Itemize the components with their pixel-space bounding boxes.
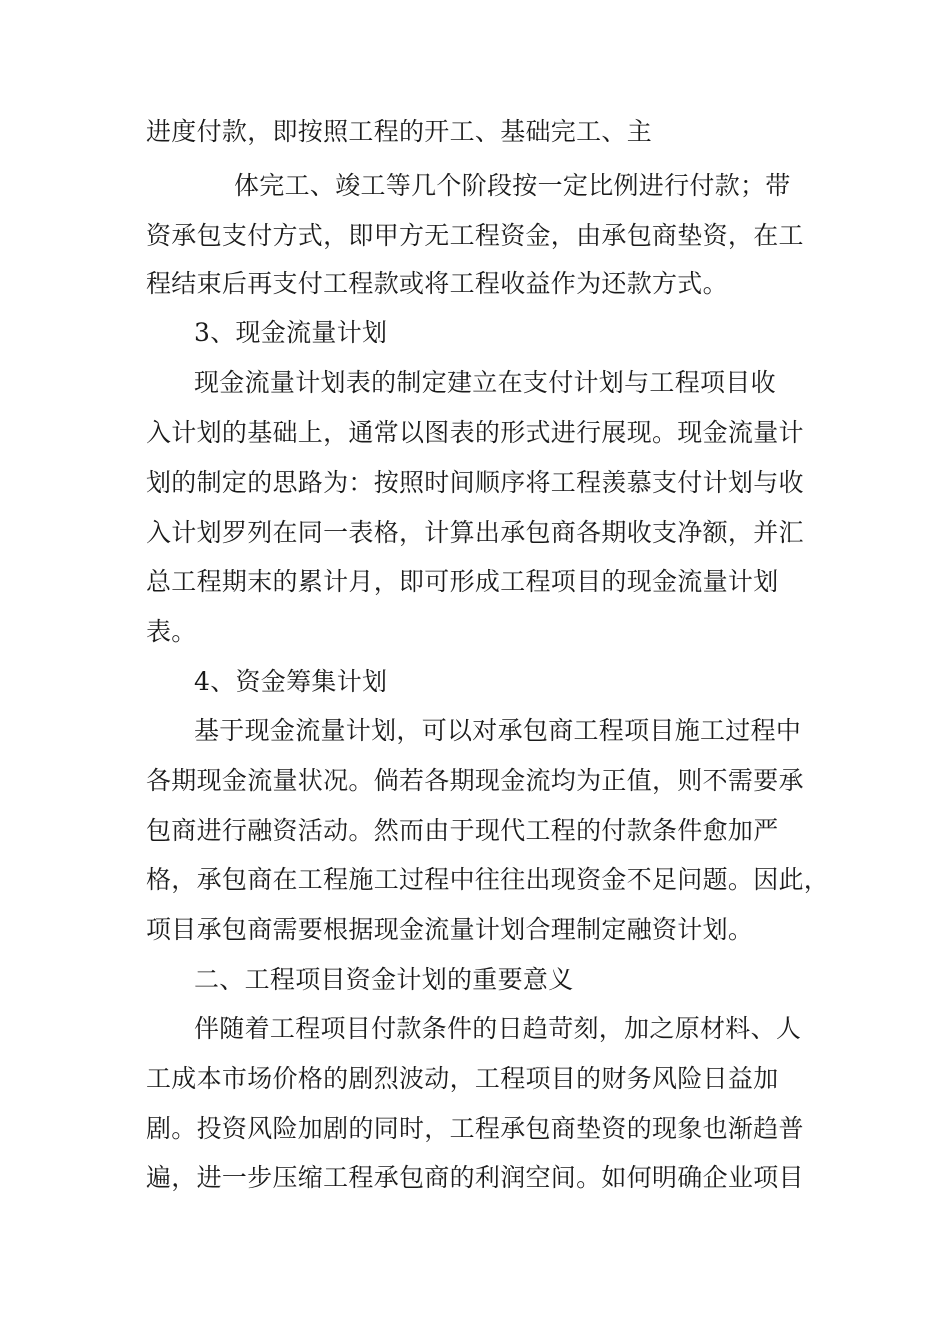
text-line: 伴随着工程项目付款条件的日趋苛刻，加之原材料、人 [194, 1014, 802, 1043]
text-line: 现金流量计划表的制定建立在支付计划与工程项目收 [194, 368, 776, 397]
text-line: 入计划的基础上，通常以图表的形式进行展现。现金流量计 [146, 418, 804, 447]
text-line: 表。 [146, 617, 197, 646]
section-heading: 4、资金筹集计划 [194, 667, 388, 696]
text-line: 进度付款，即按照工程的开工、基础完工、主 [146, 117, 653, 146]
text-line: 工成本市场价格的剧烈波动，工程项目的财务风险日益加 [146, 1064, 779, 1093]
text-line: 包商进行融资活动。然而由于现代工程的付款条件愈加严 [146, 816, 779, 845]
section-heading: 二、工程项目资金计划的重要意义 [194, 965, 574, 994]
text-line: 格，承包商在工程施工过程中往往出现资金不足问题。因此， [146, 865, 830, 894]
text-line: 体完工、竣工等几个阶段按一定比例进行付款；带 [234, 171, 791, 200]
text-line: 遍，进一步压缩工程承包商的利润空间。如何明确企业项目 [146, 1163, 804, 1192]
section-heading: 3、现金流量计划 [194, 318, 388, 347]
text-line: 总工程期末的累计月，即可形成工程项目的现金流量计划 [146, 567, 779, 596]
text-line: 剧。投资风险加剧的同时，工程承包商垫资的现象也渐趋普 [146, 1114, 804, 1143]
text-line: 各期现金流量状况。倘若各期现金流均为正值，则不需要承 [146, 766, 804, 795]
text-line: 入计划罗列在同一表格，计算出承包商各期收支净额，并汇 [146, 518, 804, 547]
text-line: 划的制定的思路为：按照时间顺序将工程羡慕支付计划与收 [146, 468, 804, 497]
text-line: 资承包支付方式，即甲方无工程资金，由承包商垫资，在工 [146, 221, 804, 250]
text-line: 基于现金流量计划，可以对承包商工程项目施工过程中 [194, 716, 802, 745]
text-line: 项目承包商需要根据现金流量计划合理制定融资计划。 [146, 915, 754, 944]
text-line: 程结束后再支付工程款或将工程收益作为还款方式。 [146, 269, 728, 298]
